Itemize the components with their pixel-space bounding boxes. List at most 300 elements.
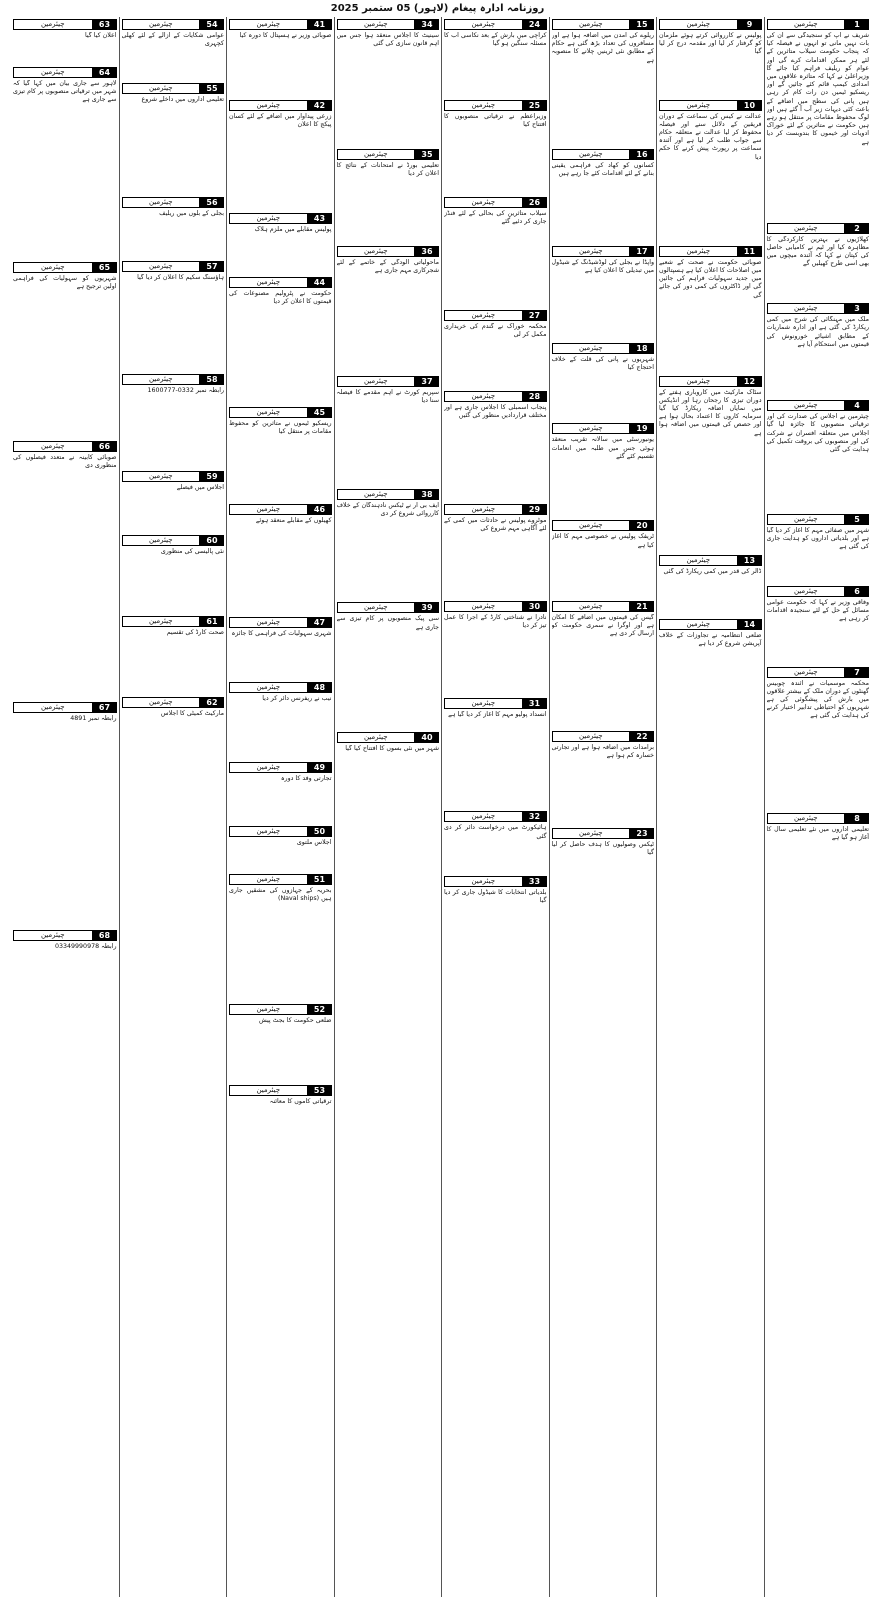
notice-label: چیئرمین <box>13 19 93 30</box>
notice-body: نیب نے ریفرنس دائر کر دیا <box>262 694 332 702</box>
notice-header <box>444 100 547 111</box>
notice-body: ریسکیو ٹیموں نے متاثرین کو محفوظ مقامات پر منتقل کیا <box>229 419 332 436</box>
notice-header <box>337 376 440 387</box>
notice-number: 21 <box>630 601 654 612</box>
notice-number: 43 <box>308 213 332 224</box>
notice-body: پولیس مقابلے میں ملزم ہلاک <box>254 225 332 233</box>
notice-body: چیئرمین نے اجلاس کی صدارت کی اور ترقیاتی منصوبوں کا جائزہ لیا گیا اجلاس میں متعلقہ افسران نے شرکت کی اور منصوبوں کی بروقت تکمیل کی ہدایت کی گئی <box>766 413 869 453</box>
notice-number: 32 <box>523 811 547 822</box>
notice-header <box>444 876 547 887</box>
notice-header <box>552 343 655 354</box>
notice-label: چیئرمین <box>767 514 846 525</box>
notice-article <box>659 100 762 244</box>
notice-body: بلدیاتی انتخابات کا شیڈول جاری کر دیا گیا <box>444 888 547 904</box>
notice-header <box>229 407 332 418</box>
notice-number: 3 <box>845 303 869 314</box>
notice-body: موٹروے پولیس نے حادثات میں کمی کے لئے آگاہی مہم شروع کی <box>444 516 547 533</box>
notice-number: 24 <box>523 19 547 30</box>
notice-number: 20 <box>630 520 654 531</box>
notice-number: 68 <box>93 930 117 941</box>
notice-article <box>552 828 655 923</box>
notice-header <box>444 504 547 515</box>
notice-article <box>13 262 117 439</box>
notice-header <box>229 826 332 837</box>
notice-label: چیئرمین <box>229 1004 308 1015</box>
notice-number: 59 <box>200 471 224 482</box>
notice-number: 49 <box>308 762 332 773</box>
notice-header <box>444 19 547 30</box>
notice-article <box>122 616 225 695</box>
notice-label: چیئرمین <box>337 602 416 613</box>
notice-label: چیئرمین <box>229 277 308 288</box>
notice-body: صوبائی کابینہ نے متعدد فیصلوں کی منظوری دی <box>13 454 117 470</box>
notice-body: سی پیک منصوبوں پر کام تیزی سے جاری ہے <box>336 615 439 631</box>
notice-number: 2 <box>845 223 869 234</box>
notice-header <box>767 514 870 525</box>
notice-article <box>122 374 225 469</box>
notice-article <box>122 471 225 533</box>
notice-label: چیئرمین <box>444 811 523 822</box>
notice-article <box>767 813 870 875</box>
notice-body: کھلاڑیوں نے بہترین کارکردگی کا مظاہرہ کیا اور ٹیم نے کامیابی حاصل کی کپتان نے کہا کہ آئندہ میچوں میں بھی اسی طرح کھیلیں گے <box>766 235 869 268</box>
notice-article <box>122 261 225 372</box>
notice-number: 18 <box>630 343 654 354</box>
notice-header <box>122 374 225 385</box>
notice-article <box>552 343 655 422</box>
notice-label: چیئرمین <box>552 149 631 160</box>
notice-label: چیئرمین <box>552 828 631 839</box>
notice-number: 36 <box>415 246 439 257</box>
notice-body: شہریوں نے پانی کی قلت کے خلاف احتجاج کیا <box>551 355 654 371</box>
notice-header <box>552 828 655 839</box>
notice-body: شریف نے آپ کو سنجیدگی سے ان کی بات نہیں مانی تو انہوں نے فیصلہ کیا کہ پنجاب حکومت سیلاب متاثرین کے لئے ہر ممکن اقدامات کرے گی اور عوام کو ریلیف فراہم کیا جائے گا وزیراعلیٰ نے کہا کہ متاثرہ علاقوں میں امدادی کیمپ قائم کئے جائیں گے اور ریسکیو ٹیمیں دن رات کام کر رہی ہیں پانی کی سطح میں اضافے کے باعث کئی دیہات زیر آب آ گئے ہیں اور لوگ محفوظ مقامات پر منتقل ہو رہے ہیں حکومت نے متاثرین کے لئے خوراک ادویات اور خیموں کا بندوبست کر دیا ہے <box>766 32 869 146</box>
notice-article <box>444 811 547 873</box>
notice-header <box>767 667 870 678</box>
notice-body: ریلوے کی آمدن میں اضافہ ہوا ہے اور مسافروں کی تعداد بڑھ گئی ہے حکام کے مطابق نئی ٹرینیں چلانے کا منصوبہ ہے <box>551 32 654 64</box>
notice-label: چیئرمین <box>229 407 308 418</box>
notice-header <box>122 535 225 546</box>
notice-label: چیئرمین <box>122 471 201 482</box>
notice-header <box>229 504 332 515</box>
notice-header <box>552 149 655 160</box>
notice-header <box>229 874 332 885</box>
notice-article <box>229 874 332 1002</box>
notice-number: 46 <box>308 504 332 515</box>
page-header <box>0 0 875 16</box>
notice-number: 14 <box>738 619 762 630</box>
notice-article <box>122 197 225 259</box>
notice-header <box>552 601 655 612</box>
notice-header <box>13 702 117 713</box>
notice-body: رابطہ 03349990978 <box>55 943 117 951</box>
notice-body: بحریہ کے جہازوں کی مشقیں جاری ہیں (Naval ships) <box>229 887 332 903</box>
newspaper-columns <box>4 17 871 1597</box>
notice-article <box>444 876 547 955</box>
notice-number: 12 <box>738 376 762 387</box>
notice-label: چیئرمین <box>767 586 846 597</box>
notice-article <box>229 682 332 761</box>
notice-number: 19 <box>630 423 654 434</box>
notice-body: صوبائی وزیر نے ہسپتال کا دورہ کیا <box>239 32 332 39</box>
notice-body: ہائیکورٹ میں درخواست دائر کر دی گئی <box>444 824 547 840</box>
notice-number: 61 <box>200 616 224 627</box>
notice-body: ضلعی حکومت کا بجٹ پیش <box>258 1016 332 1024</box>
notice-body: پولیس نے کارروائی کرتے ہوئے ملزمان کو گرفتار کر لیا اور مقدمہ درج کر لیا گیا <box>659 32 762 56</box>
notice-header <box>767 19 870 30</box>
notice-article <box>122 83 225 194</box>
notice-header <box>767 223 870 234</box>
notice-body: نادرا نے شناختی کارڈ کے اجرا کا عمل تیز کر دیا <box>444 613 547 630</box>
notice-label: چیئرمین <box>229 682 308 693</box>
notice-label: چیئرمین <box>229 100 308 111</box>
notice-label: چیئرمین <box>13 67 93 78</box>
notice-number: 65 <box>93 262 117 273</box>
notice-number: 67 <box>93 702 117 713</box>
notice-article <box>229 100 332 211</box>
notice-label: چیئرمین <box>659 376 738 387</box>
notice-header <box>659 555 762 566</box>
notice-article <box>444 504 547 599</box>
notice-body: ہاؤسنگ سکیم کا اعلان کر دیا گیا <box>137 273 224 281</box>
notice-label: چیئرمین <box>444 197 523 208</box>
notice-header <box>229 213 332 224</box>
notice-number: 47 <box>308 617 332 628</box>
notice-number: 10 <box>738 100 762 111</box>
notice-number: 17 <box>630 246 654 257</box>
notice-label: چیئرمین <box>767 19 846 30</box>
notice-number: 48 <box>308 682 332 693</box>
notice-header <box>552 520 655 531</box>
notice-label: چیئرمین <box>13 930 93 941</box>
notice-number: 5 <box>845 514 869 525</box>
notice-header <box>659 100 762 111</box>
notice-number: 41 <box>308 19 332 30</box>
notice-label: چیئرمین <box>122 261 201 272</box>
notice-label: چیئرمین <box>337 19 416 30</box>
notice-article <box>337 19 440 147</box>
notice-article <box>659 619 762 714</box>
notice-header <box>767 586 870 597</box>
notice-header <box>13 441 117 452</box>
notice-article <box>444 698 547 809</box>
notice-body: اجلاس میں فیصلے <box>176 484 224 492</box>
notice-body: تجارتی وفد کا دورہ <box>280 775 332 783</box>
notice-label: چیئرمین <box>444 698 523 709</box>
notice-label: چیئرمین <box>122 83 201 94</box>
notice-label: چیئرمین <box>444 391 523 402</box>
notice-label: چیئرمین <box>552 601 631 612</box>
notice-label: چیئرمین <box>552 19 631 30</box>
notice-label: چیئرمین <box>122 535 201 546</box>
notice-label: چیئرمین <box>444 19 523 30</box>
notice-body: شہری سہولیات کی فراہمی کا جائزہ <box>231 630 332 638</box>
notice-number: 55 <box>200 83 224 94</box>
notice-body: عوامی شکایات کے ازالے کے لئے کھلی کچہری <box>121 32 224 48</box>
notice-number: 6 <box>845 586 869 597</box>
notice-number: 7 <box>845 667 869 678</box>
notice-header <box>122 616 225 627</box>
notice-body: لاہور سے جاری بیان میں کہا گیا کہ شہر میں ترقیاتی منصوبوں پر کام تیزی سے جاری ہے <box>13 79 117 104</box>
notice-article <box>337 732 440 811</box>
notice-header <box>659 619 762 630</box>
notice-label: چیئرمین <box>767 667 846 678</box>
notice-body: سینیٹ کا اجلاس منعقد ہوا جس میں اہم قانون سازی کی گئی <box>336 32 439 48</box>
column <box>226 17 334 1597</box>
notice-label: چیئرمین <box>444 310 523 321</box>
notice-label: چیئرمین <box>552 520 631 531</box>
notice-label: چیئرمین <box>229 213 308 224</box>
notice-header <box>444 197 547 208</box>
notice-header <box>659 19 762 30</box>
notice-article <box>13 702 117 928</box>
notice-header <box>552 19 655 30</box>
notice-article <box>122 535 225 614</box>
notice-article <box>444 100 547 195</box>
notice-header <box>337 732 440 743</box>
notice-header <box>122 19 225 30</box>
notice-header <box>337 602 440 613</box>
notice-number: 16 <box>630 149 654 160</box>
notice-number: 53 <box>308 1085 332 1096</box>
notice-label: چیئرمین <box>229 762 308 773</box>
notice-article <box>659 246 762 374</box>
notice-article <box>229 19 332 98</box>
notice-label: چیئرمین <box>767 303 846 314</box>
notice-header <box>122 261 225 272</box>
notice-header <box>122 697 225 708</box>
notice-header <box>552 246 655 257</box>
notice-number: 35 <box>415 149 439 160</box>
notice-label: چیئرمین <box>444 601 523 612</box>
notice-article <box>767 303 870 398</box>
notice-number: 37 <box>415 376 439 387</box>
notice-article <box>229 277 332 405</box>
notice-article <box>767 514 870 584</box>
notice-label: چیئرمین <box>659 246 738 257</box>
notice-body: شہریوں کو سہولیات کی فراہمی اولین ترجیح ہے <box>13 275 117 291</box>
notice-body: حکومت نے پٹرولیم مصنوعات کی قیمتوں کا اعلان کر دیا <box>229 290 332 306</box>
notice-body: عدالت نے کیس کی سماعت کے دوران فریقین کے دلائل سنے اور فیصلہ محفوظ کر لیا عدالت نے متعلقہ حکام سے جواب طلب کر لیا ہے اور آئندہ سماعت پر رپورٹ پیش کرنے کا حکم دیا <box>659 112 762 161</box>
notice-label: چیئرمین <box>122 374 201 385</box>
notice-article <box>122 19 225 81</box>
notice-header <box>767 813 870 824</box>
notice-article <box>13 19 117 65</box>
notice-number: 51 <box>308 874 332 885</box>
notice-body: سیلاب متاثرین کی بحالی کے لئے فنڈز جاری کر دئیے گئے <box>444 209 547 225</box>
notice-number: 29 <box>523 504 547 515</box>
notice-body: گیس کی قیمتوں میں اضافے کا امکان ہے اور اوگرا نے سمری حکومت کو ارسال کر دی ہے <box>551 613 654 638</box>
notice-body: ڈالر کی قدر میں کمی ریکارڈ کی گئی <box>663 567 762 575</box>
notice-article <box>229 213 332 275</box>
notice-article <box>122 697 225 759</box>
notice-body: سٹاک مارکیٹ میں کاروباری ہفتے کے دوران تیزی کا رجحان رہا اور انڈیکس میں نمایاں اضافہ ریکارڈ کیا گیا سرمایہ کاروں کا اعتماد بحال ہوا ہے اور حصص کی قیمتوں میں اضافہ ہوا ہے <box>659 388 762 437</box>
notice-body: صحت کارڈ کی تقسیم <box>166 628 224 636</box>
notice-label: چیئرمین <box>552 343 631 354</box>
notice-header <box>13 930 117 941</box>
column <box>334 17 442 1597</box>
notice-number: 64 <box>93 67 117 78</box>
notice-header <box>552 731 655 742</box>
notice-number: 45 <box>308 407 332 418</box>
notice-number: 4 <box>845 400 869 411</box>
notice-number: 28 <box>523 391 547 402</box>
notice-number: 27 <box>523 310 547 321</box>
notice-article <box>552 520 655 599</box>
notice-label: چیئرمین <box>444 504 523 515</box>
column <box>549 17 657 1597</box>
notice-body: برآمدات میں اضافہ ہوا ہے اور تجارتی خسارہ کم ہوا ہے <box>551 743 654 759</box>
notice-article <box>229 1085 332 1164</box>
notice-body: ماحولیاتی آلودگی کے خاتمے کے لئے شجرکاری مہم جاری ہے <box>336 258 439 274</box>
notice-label: چیئرمین <box>659 19 738 30</box>
column <box>119 17 227 1597</box>
notice-header <box>229 100 332 111</box>
notice-label: چیئرمین <box>767 813 846 824</box>
notice-body: ٹیکس وصولیوں کا ہدف حاصل کر لیا گیا <box>551 840 654 856</box>
notice-number: 1 <box>845 19 869 30</box>
notice-body: واپڈا نے بجلی کی لوڈشیڈنگ کے شیڈول میں تبدیلی کا اعلان کیا ہے <box>551 258 654 274</box>
notice-body: ضلعی انتظامیہ نے تجاوزات کے خلاف آپریشن شروع کر دیا ہے <box>659 631 762 647</box>
notice-number: 57 <box>200 261 224 272</box>
notice-label: چیئرمین <box>13 441 93 452</box>
notice-number: 34 <box>415 19 439 30</box>
notice-article <box>229 407 332 502</box>
notice-label: چیئرمین <box>122 616 201 627</box>
notice-header <box>337 246 440 257</box>
notice-number: 52 <box>308 1004 332 1015</box>
notice-label: چیئرمین <box>229 504 308 515</box>
notice-number: 44 <box>308 277 332 288</box>
notice-label: چیئرمین <box>767 400 846 411</box>
notice-article <box>767 586 870 665</box>
column <box>441 17 549 1597</box>
notice-label: چیئرمین <box>229 617 308 628</box>
notice-number: 54 <box>200 19 224 30</box>
notice-body: تعلیمی اداروں میں نئے تعلیمی سال کا آغاز ہو گیا ہے <box>766 825 869 841</box>
notice-label: چیئرمین <box>122 697 201 708</box>
notice-label: چیئرمین <box>229 1085 308 1096</box>
notice-number: 9 <box>738 19 762 30</box>
notice-header <box>767 400 870 411</box>
notice-label: چیئرمین <box>229 19 308 30</box>
notice-article <box>767 19 870 221</box>
notice-number: 8 <box>845 813 869 824</box>
notice-header <box>229 1085 332 1096</box>
notice-body: انسداد پولیو مہم کا آغاز کر دیا گیا ہے <box>448 710 547 718</box>
notice-label: چیئرمین <box>337 149 416 160</box>
notice-label: چیئرمین <box>552 423 631 434</box>
notice-article <box>229 617 332 679</box>
notice-article <box>444 197 547 308</box>
notice-header <box>337 19 440 30</box>
notice-body: ٹریفک پولیس نے خصوصی مہم کا آغاز کیا ہے <box>551 533 654 549</box>
notice-body: محکمہ موسمیات نے آئندہ چوبیس گھنٹوں کے دوران ملک کے بیشتر علاقوں میں بارش کی پیشگوئی کی ہے شہریوں کو احتیاطی تدابیر اختیار کرنے کی ہدایت کی گئی ہے <box>766 679 869 720</box>
notice-article <box>552 423 655 518</box>
notice-label: چیئرمین <box>229 874 308 885</box>
notice-article <box>337 246 440 374</box>
notice-body: وفاقی وزیر نے کہا کہ حکومت عوامی مسائل کے حل کے لئے سنجیدہ اقدامات کر رہی ہے <box>766 598 869 623</box>
notice-article <box>552 731 655 826</box>
notice-body: یونیورسٹی میں سالانہ تقریب منعقد ہوئی جس میں طلبہ میں انعامات تقسیم کئے گئے <box>551 436 654 460</box>
notice-article <box>337 489 440 600</box>
notice-article <box>229 1004 332 1083</box>
notice-body: وزیراعظم نے ترقیاتی منصوبوں کا افتتاح کیا <box>444 112 547 128</box>
notice-article <box>552 601 655 729</box>
notice-header <box>229 682 332 693</box>
notice-label: چیئرمین <box>122 197 201 208</box>
notice-number: 30 <box>523 601 547 612</box>
notice-body: بجلی کے بلوں میں ریلیف <box>159 209 224 217</box>
notice-header <box>337 149 440 160</box>
notice-header <box>552 423 655 434</box>
notice-article <box>13 67 117 260</box>
notice-article <box>767 400 870 511</box>
notice-article <box>444 310 547 389</box>
notice-article <box>229 826 332 872</box>
notice-body: شہر میں صفائی مہم کا آغاز کر دیا گیا ہے اور بلدیاتی اداروں کو ہدایت جاری کی گئی ہے <box>766 526 869 550</box>
notice-article <box>767 667 870 811</box>
newspaper-title: روزنامہ ادارہ پیغام (لاہور) 05 ستمبر 2025 <box>330 2 545 14</box>
notice-header <box>659 246 762 257</box>
notice-number: 66 <box>93 441 117 452</box>
notice-body: مارکیٹ کمیٹی کا اجلاس <box>160 709 224 717</box>
notice-article <box>552 149 655 244</box>
notice-label: چیئرمین <box>659 619 738 630</box>
notice-header <box>122 471 225 482</box>
notice-number: 38 <box>415 489 439 500</box>
notice-article <box>337 149 440 244</box>
notice-label: چیئرمین <box>122 19 201 30</box>
notice-body: محکمہ خوراک نے گندم کی خریداری مکمل کر لی <box>444 322 547 339</box>
notice-label: چیئرمین <box>767 223 846 234</box>
notice-article <box>337 602 440 730</box>
notice-article <box>229 504 332 615</box>
notice-article <box>13 930 117 1041</box>
notice-label: چیئرمین <box>659 100 738 111</box>
notice-body: تعلیمی اداروں میں داخلے شروع <box>141 96 224 104</box>
notice-number: 50 <box>308 826 332 837</box>
notice-body: شہر میں نئی بسوں کا افتتاح کیا گیا <box>345 745 439 753</box>
notice-article <box>659 19 762 98</box>
notice-header <box>229 277 332 288</box>
notice-number: 25 <box>523 100 547 111</box>
notice-header <box>229 19 332 30</box>
notice-article <box>444 19 547 98</box>
notice-number: 31 <box>523 698 547 709</box>
notice-article <box>767 223 870 302</box>
notice-number: 13 <box>738 555 762 566</box>
notice-label: چیئرمین <box>444 100 523 111</box>
notice-label: چیئرمین <box>13 262 93 273</box>
notice-header <box>122 83 225 94</box>
notice-label: چیئرمین <box>659 555 738 566</box>
notice-header <box>13 19 117 30</box>
notice-header <box>659 376 762 387</box>
notice-article <box>659 555 762 617</box>
notice-body: کراچی میں بارش کے بعد نکاسی آب کا مسئلہ سنگین ہو گیا <box>444 32 547 48</box>
notice-header <box>337 489 440 500</box>
notice-body: ایف بی آر نے ٹیکس نادہندگان کے خلاف کارروائی شروع کر دی <box>336 501 439 518</box>
notice-article <box>229 762 332 824</box>
notice-header <box>122 197 225 208</box>
notice-article <box>552 19 655 147</box>
notice-number: 15 <box>630 19 654 30</box>
notice-label: چیئرمین <box>337 376 416 387</box>
notice-body: زرعی پیداوار میں اضافے کے لئے کسان پیکج کا اعلان <box>229 112 332 128</box>
notice-number: 33 <box>523 876 547 887</box>
notice-body: ترقیاتی کاموں کا معائنہ <box>269 1097 332 1105</box>
notice-article <box>13 441 117 700</box>
